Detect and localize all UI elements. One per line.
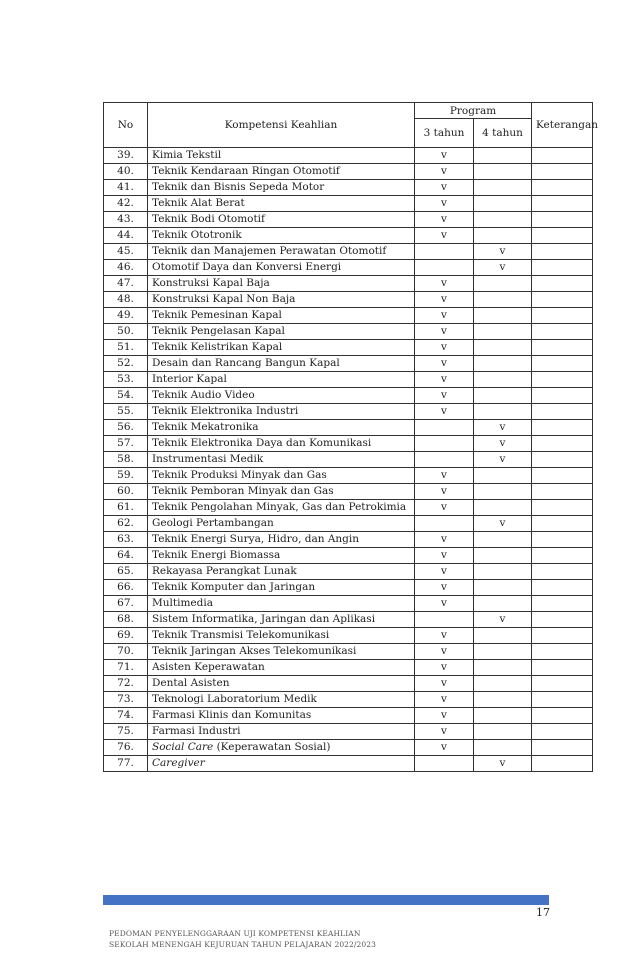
table-row [104,548,593,564]
keterangan-cell [532,404,593,420]
program-4-tahun-mark [474,356,532,372]
competency-name-italic: Caregiver [152,757,205,769]
keterangan-cell [532,516,593,532]
row-number: 45. [104,244,148,260]
program-3-tahun-mark [415,420,474,436]
keterangan-cell [532,228,593,244]
keterangan-cell [532,388,593,404]
program-3-tahun-mark: v [415,404,474,420]
competency-name: Teknik Elektronika Daya dan Komunikasi [148,436,415,452]
competency-name: Teknik dan Manajemen Perawatan Otomotif [148,244,415,260]
program-4-tahun-mark [474,196,532,212]
competency-name: Teknik Kelistrikan Kapal [148,340,415,356]
competency-name-italic: Social Care [152,741,214,753]
program-3-tahun-mark: v [415,388,474,404]
row-number: 52. [104,356,148,372]
keterangan-cell [532,340,593,356]
program-3-tahun-mark [415,452,474,468]
program-3-tahun-mark: v [415,292,474,308]
row-number: 43. [104,212,148,228]
table-row [104,676,593,692]
footer-line-2: SEKOLAH MENENGAH KEJURUAN TAHUN PELAJARAN 2022/2023 [109,940,377,949]
table-row [104,628,593,644]
program-4-tahun-mark: v [474,260,532,276]
table-row [104,452,593,468]
table-row [104,196,593,212]
keterangan-cell [532,484,593,500]
program-3-tahun-mark: v [415,660,474,676]
competency-name: Dental Asisten [148,676,415,692]
program-4-tahun-mark [474,292,532,308]
program-4-tahun-mark: v [474,452,532,468]
program-4-tahun-mark [474,692,532,708]
table-row [104,692,593,708]
program-4-tahun-mark [474,388,532,404]
competency-name: Teknik Elektronika Industri [148,404,415,420]
page-number: 17 [536,906,550,919]
keterangan-cell [532,356,593,372]
competency-name: Desain dan Rancang Bangun Kapal [148,356,415,372]
table-row [104,244,593,260]
table-row [104,644,593,660]
competency-name: Teknik Audio Video [148,388,415,404]
header-kompetensi: Kompetensi Keahlian [148,103,415,148]
program-4-tahun-mark: v [474,756,532,772]
program-3-tahun-mark: v [415,180,474,196]
program-3-tahun-mark: v [415,500,474,516]
program-3-tahun-mark: v [415,148,474,164]
program-3-tahun-mark: v [415,164,474,180]
table-header [104,103,598,148]
competency-name: Farmasi Klinis dan Komunitas [148,708,415,724]
program-4-tahun-mark: v [474,420,532,436]
row-number: 63. [104,532,148,548]
row-number: 56. [104,420,148,436]
competency-name: Teknik Pemboran Minyak dan Gas [148,484,415,500]
row-number: 42. [104,196,148,212]
keterangan-cell [532,596,593,612]
program-4-tahun-mark [474,180,532,196]
program-3-tahun-mark: v [415,196,474,212]
footer-line-1: PEDOMAN PENYELENGGARAAN UJI KOMPETENSI KEAHLIAN [109,929,361,938]
row-number: 53. [104,372,148,388]
footer-bar [103,895,549,905]
row-number: 65. [104,564,148,580]
row-number: 48. [104,292,148,308]
program-3-tahun-mark: v [415,228,474,244]
competency-name: Teknik Kendaraan Ringan Otomotif [148,164,415,180]
table-body [104,148,593,772]
keterangan-cell [532,500,593,516]
row-number: 44. [104,228,148,244]
keterangan-cell [532,628,593,644]
keterangan-cell [532,612,593,628]
program-4-tahun-mark: v [474,516,532,532]
program-3-tahun-mark: v [415,308,474,324]
row-number: 77. [104,756,148,772]
competency-name: Teknik Mekatronika [148,420,415,436]
program-4-tahun-mark [474,164,532,180]
keterangan-cell [532,740,593,756]
table-row [104,180,593,196]
row-number: 73. [104,692,148,708]
program-3-tahun-mark [415,756,474,772]
table-row [104,708,593,724]
program-4-tahun-mark [474,532,532,548]
row-number: 40. [104,164,148,180]
competency-name: Teknik Alat Berat [148,196,415,212]
competency-name: Teknik Ototronik [148,228,415,244]
program-3-tahun-mark [415,516,474,532]
row-number: 39. [104,148,148,164]
keterangan-cell [532,372,593,388]
program-4-tahun-mark [474,468,532,484]
program-4-tahun-mark [474,484,532,500]
program-3-tahun-mark [415,436,474,452]
table-row [104,340,593,356]
table-row [104,324,593,340]
table-row [104,436,593,452]
row-number: 57. [104,436,148,452]
competency-name: Teknik Jaringan Akses Telekomunikasi [148,644,415,660]
keterangan-cell [532,580,593,596]
table-row [104,516,593,532]
row-number: 64. [104,548,148,564]
program-4-tahun-mark [474,228,532,244]
competency-name: Teknik dan Bisnis Sepeda Motor [148,180,415,196]
keterangan-cell [532,724,593,740]
table-row [104,756,593,772]
program-4-tahun-mark [474,548,532,564]
competency-name: Teknik Pengelasan Kapal [148,324,415,340]
keterangan-cell [532,180,593,196]
row-number: 47. [104,276,148,292]
competency-name: Teknik Energi Surya, Hidro, dan Angin [148,532,415,548]
row-number: 74. [104,708,148,724]
program-4-tahun-mark [474,340,532,356]
program-3-tahun-mark: v [415,532,474,548]
program-3-tahun-mark [415,244,474,260]
table-row [104,212,593,228]
table-row [104,580,593,596]
program-3-tahun-mark: v [415,596,474,612]
program-3-tahun-mark: v [415,276,474,292]
program-4-tahun-mark [474,148,532,164]
footer-text [109,928,376,950]
keterangan-cell [532,548,593,564]
table-row [104,612,593,628]
row-number: 59. [104,468,148,484]
row-number: 69. [104,628,148,644]
keterangan-cell [532,308,593,324]
competency-name: Teknik Bodi Otomotif [148,212,415,228]
program-4-tahun-mark [474,564,532,580]
program-4-tahun-mark [474,308,532,324]
competency-name: Teknik Transmisi Telekomunikasi [148,628,415,644]
keterangan-cell [532,660,593,676]
competency-name: Konstruksi Kapal Baja [148,276,415,292]
row-number: 54. [104,388,148,404]
keterangan-cell [532,276,593,292]
table-row [104,404,593,420]
row-number: 60. [104,484,148,500]
competency-name [148,756,415,772]
program-3-tahun-mark: v [415,484,474,500]
table-row [104,292,593,308]
keterangan-cell [532,164,593,180]
keterangan-cell [532,644,593,660]
keterangan-cell [532,676,593,692]
program-4-tahun-mark [474,708,532,724]
keterangan-cell [532,468,593,484]
table-row [104,260,593,276]
program-3-tahun-mark: v [415,628,474,644]
keterangan-cell [532,756,593,772]
competency-name: Kimia Tekstil [148,148,415,164]
header-program: Program [415,103,532,119]
competency-name: Konstruksi Kapal Non Baja [148,292,415,308]
program-3-tahun-mark: v [415,692,474,708]
row-number: 41. [104,180,148,196]
header-no: No [104,103,148,148]
header-3-tahun: 3 tahun [415,119,474,148]
keterangan-cell [532,532,593,548]
program-3-tahun-mark: v [415,468,474,484]
keterangan-cell [532,244,593,260]
header-keterangan: Keterangan [532,103,593,148]
table-row [104,388,593,404]
program-4-tahun-mark [474,500,532,516]
row-number: 67. [104,596,148,612]
row-number: 55. [104,404,148,420]
program-4-tahun-mark [474,644,532,660]
competency-name: Farmasi Industri [148,724,415,740]
program-4-tahun-mark: v [474,244,532,260]
program-3-tahun-mark: v [415,324,474,340]
row-number: 50. [104,324,148,340]
program-3-tahun-mark: v [415,564,474,580]
table-row [104,532,593,548]
program-4-tahun-mark [474,596,532,612]
row-number: 68. [104,612,148,628]
program-4-tahun-mark [474,276,532,292]
table-row [104,228,593,244]
program-3-tahun-mark [415,260,474,276]
row-number: 58. [104,452,148,468]
row-number: 71. [104,660,148,676]
competency-table [103,102,598,772]
keterangan-cell [532,292,593,308]
competency-name: Otomotif Daya dan Konversi Energi [148,260,415,276]
program-3-tahun-mark: v [415,356,474,372]
competency-name: Teknologi Laboratorium Medik [148,692,415,708]
row-number: 49. [104,308,148,324]
program-4-tahun-mark [474,372,532,388]
competency-name: Teknik Pengolahan Minyak, Gas dan Petrokimia [148,500,415,516]
row-number: 61. [104,500,148,516]
table-row [104,468,593,484]
table-row [104,484,593,500]
table-row [104,740,593,756]
program-3-tahun-mark: v [415,740,474,756]
program-3-tahun-mark: v [415,708,474,724]
table-row [104,148,593,164]
competency-name: Geologi Pertambangan [148,516,415,532]
competency-name: Teknik Produksi Minyak dan Gas [148,468,415,484]
program-4-tahun-mark [474,404,532,420]
row-number: 72. [104,676,148,692]
table-row [104,596,593,612]
program-4-tahun-mark [474,212,532,228]
program-4-tahun-mark [474,324,532,340]
competency-name: Teknik Pemesinan Kapal [148,308,415,324]
keterangan-cell [532,436,593,452]
table-row [104,276,593,292]
program-4-tahun-mark [474,660,532,676]
keterangan-cell [532,324,593,340]
row-number: 46. [104,260,148,276]
program-3-tahun-mark [415,612,474,628]
table-row [104,308,593,324]
table-row [104,500,593,516]
keterangan-cell [532,420,593,436]
program-3-tahun-mark: v [415,724,474,740]
keterangan-cell [532,708,593,724]
keterangan-cell [532,692,593,708]
table-row [104,420,593,436]
keterangan-cell [532,564,593,580]
competency-name: Teknik Komputer dan Jaringan [148,580,415,596]
competency-name: Instrumentasi Medik [148,452,415,468]
table-row [104,372,593,388]
row-number: 75. [104,724,148,740]
competency-name: Multimedia [148,596,415,612]
program-4-tahun-mark [474,580,532,596]
keterangan-cell [532,148,593,164]
competency-name: Teknik Energi Biomassa [148,548,415,564]
table-row [104,356,593,372]
program-3-tahun-mark: v [415,212,474,228]
table-row [104,660,593,676]
program-3-tahun-mark: v [415,580,474,596]
keterangan-cell [532,260,593,276]
table-row [104,564,593,580]
row-number: 76. [104,740,148,756]
program-4-tahun-mark [474,724,532,740]
program-4-tahun-mark [474,740,532,756]
competency-name [148,740,415,756]
competency-name: Rekayasa Perangkat Lunak [148,564,415,580]
table-row [104,164,593,180]
table-row [104,724,593,740]
keterangan-cell [532,196,593,212]
program-4-tahun-mark [474,628,532,644]
program-3-tahun-mark: v [415,372,474,388]
program-4-tahun-mark: v [474,612,532,628]
header-4-tahun: 4 tahun [474,119,532,148]
keterangan-cell [532,212,593,228]
row-number: 62. [104,516,148,532]
program-4-tahun-mark [474,676,532,692]
competency-name: Sistem Informatika, Jaringan dan Aplikasi [148,612,415,628]
competency-name: Interior Kapal [148,372,415,388]
program-3-tahun-mark: v [415,548,474,564]
row-number: 51. [104,340,148,356]
program-3-tahun-mark: v [415,644,474,660]
row-number: 70. [104,644,148,660]
keterangan-cell [532,452,593,468]
competency-name-rest: (Keperawatan Sosial) [213,741,331,753]
program-4-tahun-mark: v [474,436,532,452]
program-3-tahun-mark: v [415,676,474,692]
program-3-tahun-mark: v [415,340,474,356]
competency-name: Asisten Keperawatan [148,660,415,676]
row-number: 66. [104,580,148,596]
